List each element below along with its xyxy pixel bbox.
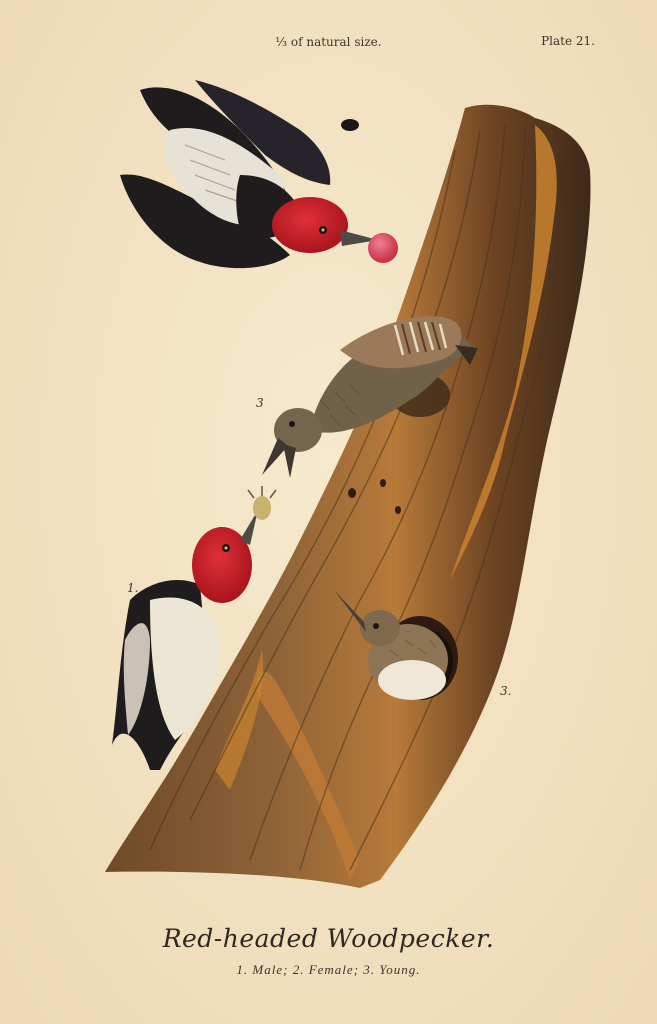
flying-insect <box>341 119 359 131</box>
figure-label-male: 1. <box>127 581 139 595</box>
scale-note: ⅓ of natural size. <box>275 35 382 49</box>
plate-number: Plate 21. <box>541 34 595 48</box>
berry-in-beak <box>368 233 398 263</box>
plate-title: Red-headed Woodpecker. <box>162 924 495 953</box>
figure-label-young: 3. <box>500 684 512 698</box>
figure-label-female: 3 <box>256 396 264 410</box>
plate-legend: 1. Male; 2. Female; 3. Young. <box>236 962 421 977</box>
insect-prey <box>248 486 276 520</box>
flying-woodpecker <box>120 80 398 268</box>
